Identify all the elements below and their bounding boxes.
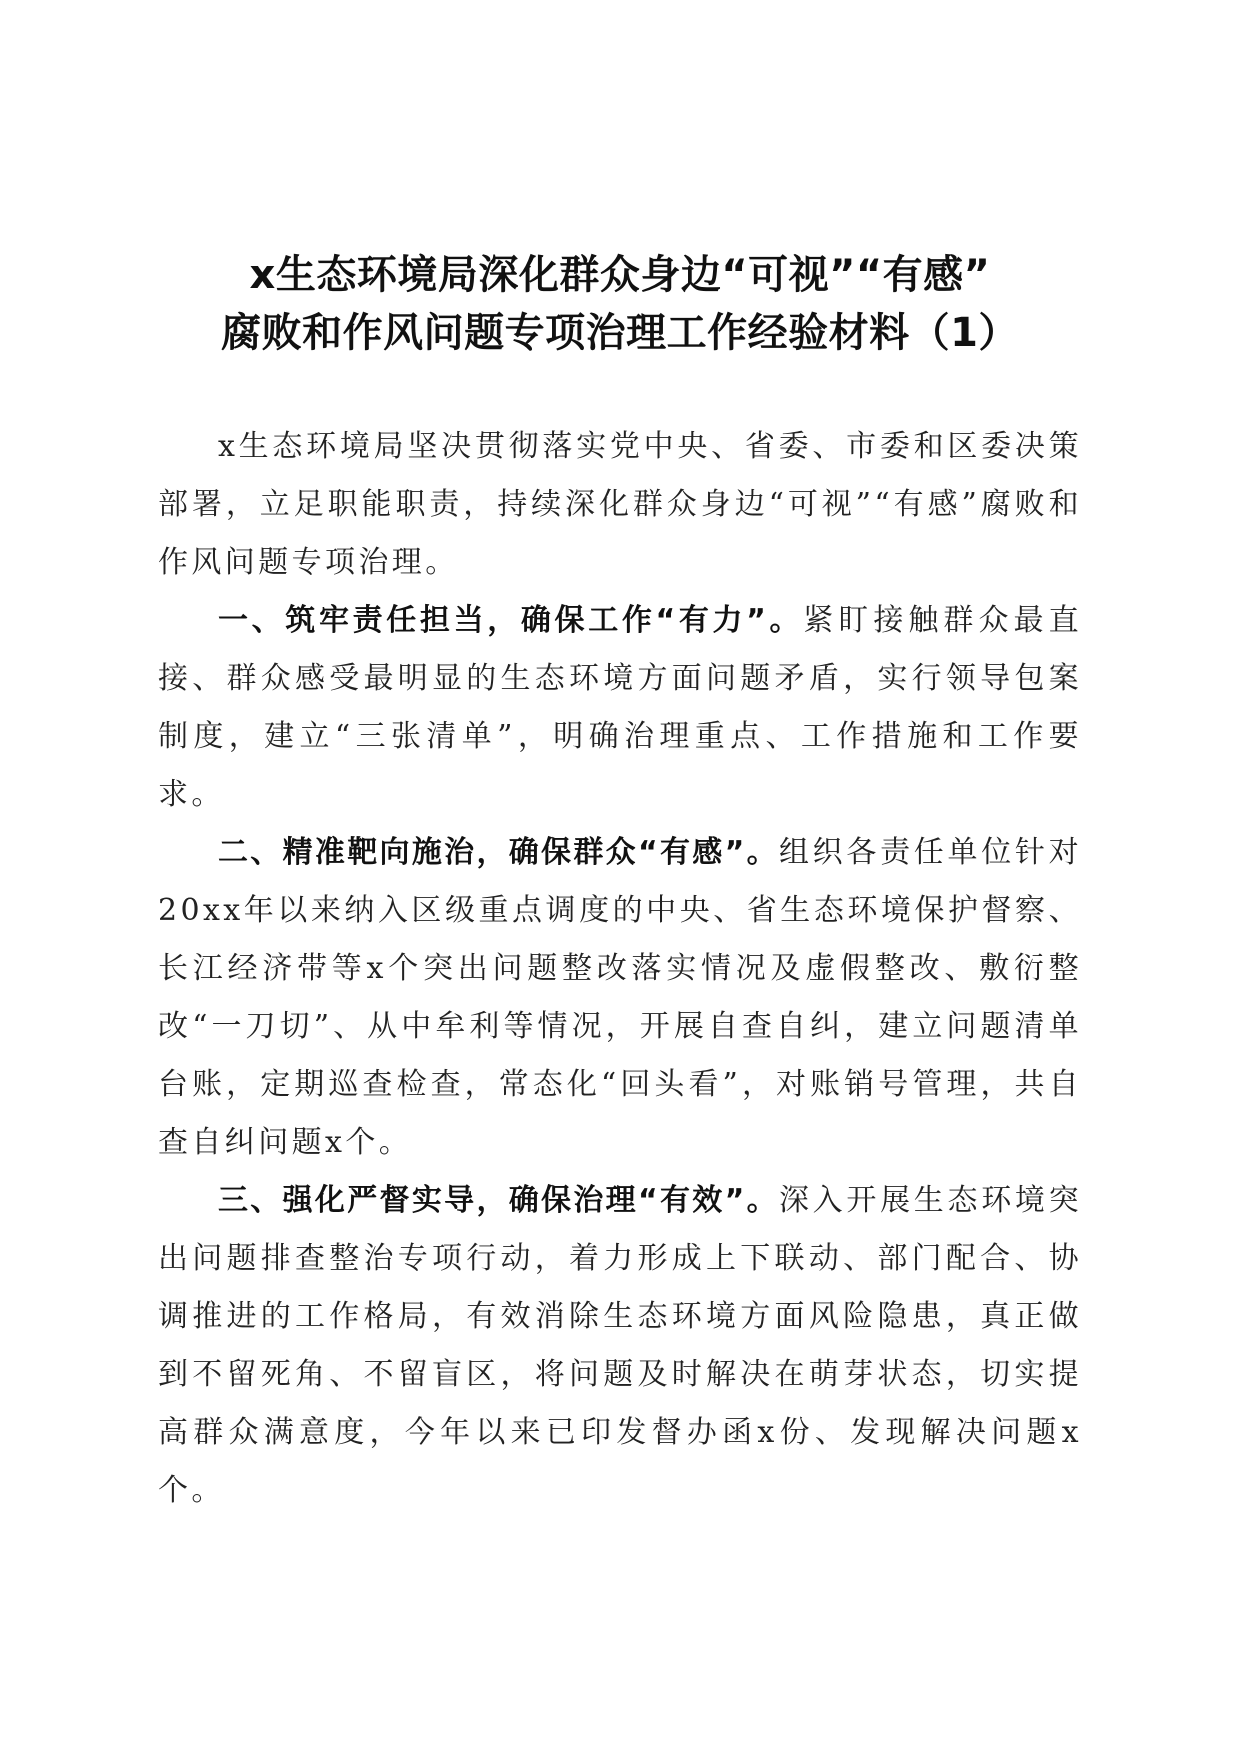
section-2-text: 组织各责任单位针对20xx年以来纳入区级重点调度的中央、省生态环境保护督察、长江经济带等x个突出问题整改落实情况及虚假整改、敷衍整改“一刀切”、从中牟利等情况，开展自查自纠，建立问题清单台账，定期巡查检查，常态化“回头看”，对账销号管理，共自查自纠问题x个。 (158, 835, 1083, 1160)
section-1-paragraph (158, 592, 1082, 824)
document-body (158, 418, 1082, 1520)
intro-paragraph: x生态环境局坚决贯彻落实党中央、省委、市委和区委决策部署，立足职能职责，持续深化群众身边“可视”“有感”腐败和作风问题专项治理。 (158, 429, 1082, 580)
title-line-1: x生态环境局深化群众身边“可视”“有感” (249, 252, 991, 298)
document-title (140, 246, 1100, 362)
section-3-heading: 三、强化严督实导，确保治理“有效”。 (218, 1183, 779, 1218)
section-3-paragraph (158, 1172, 1082, 1520)
title-line-2: 腐败和作风问题专项治理工作经验材料（1） (221, 310, 1019, 356)
section-2-heading: 二、精准靶向施治，确保群众“有感”。 (218, 835, 779, 870)
section-1-heading: 一、筑牢责任担当，确保工作“有力”。 (218, 603, 804, 638)
section-2-paragraph (158, 824, 1082, 1172)
section-3-text: 深入开展生态环境突出问题排查整治专项行动，着力形成上下联动、部门配合、协调推进的工作格局，有效消除生态环境方面风险隐患，真正做到不留死角、不留盲区，将问题及时解决在萌芽状态，切实提高群众满意度，今年以来已印发督办函x份、发现解决问题x个。 (158, 1183, 1083, 1508)
section-1-text: 紧盯接触群众最直接、群众感受最明显的生态环境方面问题矛盾，实行领导包案制度，建立“三张清单”，明确治理重点、工作措施和工作要求。 (158, 603, 1082, 812)
